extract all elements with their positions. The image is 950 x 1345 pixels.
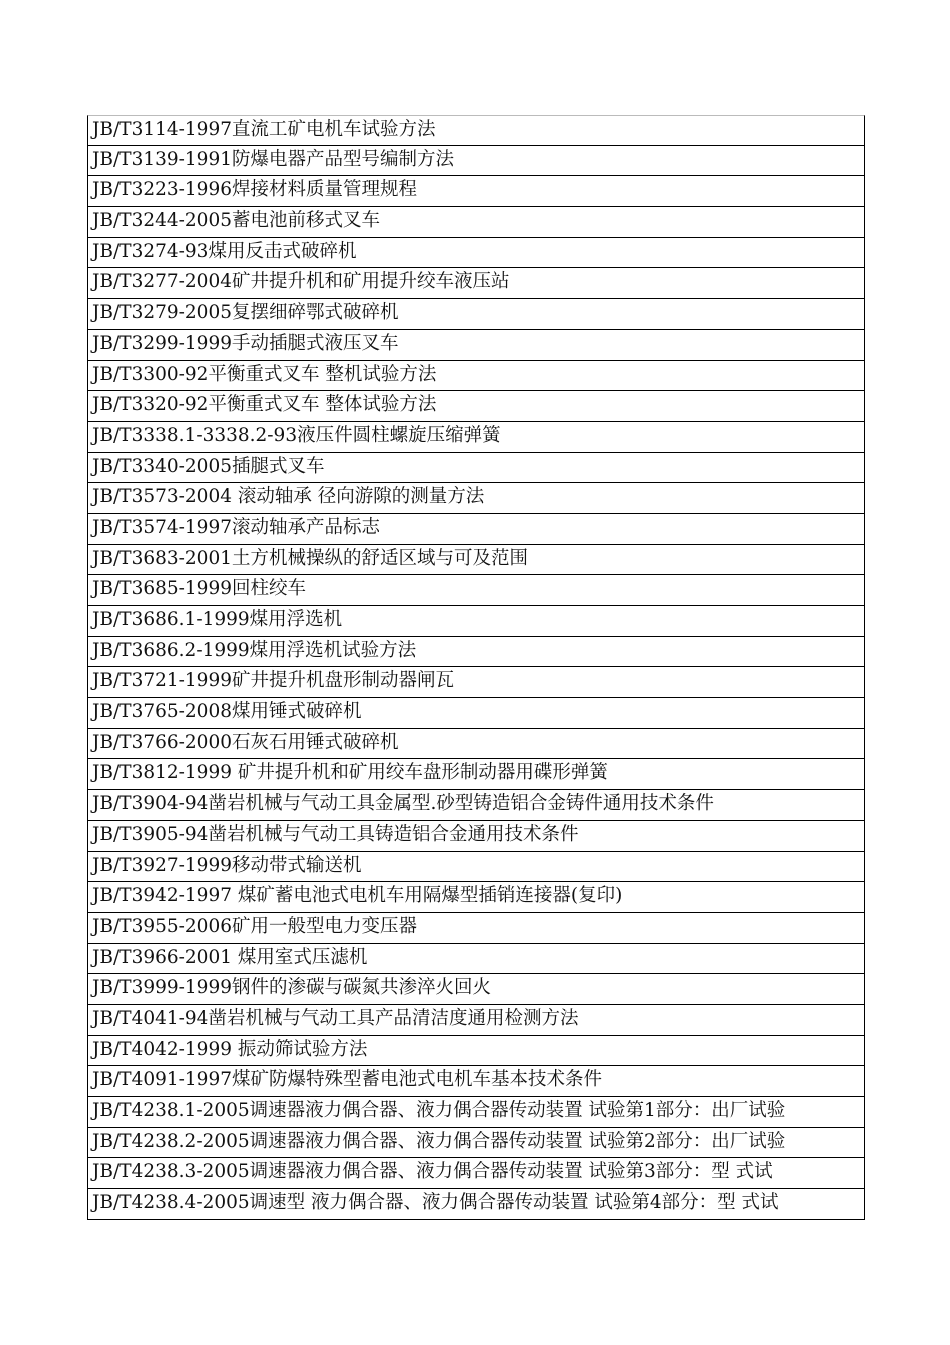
table-row: [87, 330, 865, 361]
table-row: [87, 1158, 865, 1189]
table-cell: JB/T4041-94凿岩机械与气动工具产品清洁度通用检测方法: [92, 1007, 579, 1029]
table-row: [87, 545, 865, 576]
table-row: [87, 361, 865, 392]
table-cell: JB/T3223-1996焊接材料质量管理规程: [92, 179, 417, 201]
table-cell: JB/T4042-1999 振动筛试验方法: [92, 1038, 368, 1060]
table-row: [87, 729, 865, 760]
table-row: [87, 238, 865, 269]
table-row: [87, 1066, 865, 1097]
table-row: [87, 759, 865, 790]
table-row: [87, 1036, 865, 1067]
table-row: [87, 974, 865, 1005]
table-row: [87, 637, 865, 668]
table-cell: JB/T3765-2008煤用锤式破碎机: [92, 701, 362, 723]
table-row: [87, 790, 865, 821]
table-cell: JB/T3966-2001 煤用室式压滤机: [92, 946, 368, 968]
table-row: [87, 575, 865, 606]
table-row: [87, 1128, 865, 1159]
table-row: [87, 514, 865, 545]
table-cell: JB/T4238.3-2005调速器液力偶合器、液力偶合器传动装置 试验第3部分：型 式试: [92, 1161, 773, 1183]
table-row: [87, 146, 865, 177]
table-cell: JB/T3683-2001土方机械操纵的舒适区域与可及范围: [92, 547, 528, 569]
table-cell: JB/T3905-94凿岩机械与气动工具铸造铝合金通用技术条件: [92, 823, 579, 845]
table-cell: JB/T4091-1997煤矿防爆特殊型蓄电池式电机车基本技术条件: [92, 1069, 602, 1091]
table-cell: JB/T3277-2004矿井提升机和矿用提升绞车液压站: [92, 271, 510, 293]
table-cell: JB/T3338.1-3338.2-93液压件圆柱螺旋压缩弹簧: [92, 424, 501, 446]
table-row: [87, 1189, 865, 1220]
table-cell: JB/T3927-1999移动带式输送机: [92, 854, 362, 876]
table-cell: JB/T3340-2005插腿式叉车: [92, 455, 325, 477]
table-row: [87, 391, 865, 422]
table-cell: JB/T3721-1999矿井提升机盘形制动器闸瓦: [92, 670, 454, 692]
table-row: [87, 852, 865, 883]
table-row: [87, 667, 865, 698]
table-cell: JB/T3114-1997直流工矿电机车试验方法: [92, 119, 436, 140]
table-cell: JB/T3766-2000石灰石用锤式破碎机: [92, 731, 399, 753]
table-row: [87, 268, 865, 299]
table-cell: JB/T3686.1-1999煤用浮选机: [92, 609, 343, 630]
table-cell: JB/T3942-1997 煤矿蓄电池式电机车用隔爆型插销连接器(复印): [92, 885, 623, 907]
table-cell: JB/T3279-2005复摆细碎鄂式破碎机: [92, 302, 399, 324]
table-row: [87, 913, 865, 944]
table-row: [87, 207, 865, 238]
table-cell: JB/T3999-1999钢件的渗碳与碳氮共渗淬火回火: [92, 977, 491, 999]
table-cell: JB/T3955-2006矿用一般型电力变压器: [92, 915, 417, 937]
table-row: [87, 299, 865, 330]
table-cell: JB/T4238.1-2005调速器液力偶合器、液力偶合器传动装置 试验第1部分：出厂试验: [92, 1100, 786, 1121]
table-cell: JB/T3685-1999回柱绞车: [92, 578, 306, 600]
table-row: [87, 483, 865, 514]
table-row: [87, 606, 865, 637]
table-cell: JB/T3244-2005蓄电池前移式叉车: [92, 210, 380, 232]
standards-table: [87, 115, 865, 1220]
table-row: [87, 1097, 865, 1128]
table-row: [87, 944, 865, 975]
table-cell: JB/T4238.4-2005调速型 液力偶合器、液力偶合器传动装置 试验第4部分：型 式试: [92, 1192, 779, 1214]
table-row: [87, 821, 865, 852]
table-cell: JB/T3299-1999手动插腿式液压叉车: [92, 332, 399, 354]
table-row: [87, 453, 865, 484]
table-row: [87, 1005, 865, 1036]
table-cell: JB/T3812-1999 矿井提升机和矿用绞车盘形制动器用碟形弹簧: [92, 762, 608, 784]
table-cell: JB/T3139-1991防爆电器产品型号编制方法: [92, 148, 454, 170]
table-cell: JB/T4238.2-2005调速器液力偶合器、液力偶合器传动装置 试验第2部分：出厂试验: [92, 1130, 786, 1152]
table-cell: JB/T3573-2004 滚动轴承 径向游隙的测量方法: [92, 486, 485, 508]
table-row: [87, 422, 865, 453]
table-cell: JB/T3300-92平衡重式叉车 整机试验方法: [92, 363, 437, 385]
table-row: [87, 698, 865, 729]
table-row: [87, 882, 865, 913]
table-cell: JB/T3320-92平衡重式叉车 整体试验方法: [92, 394, 437, 416]
table-cell: JB/T3904-94凿岩机械与气动工具金属型.砂型铸造铝合金铸件通用技术条件: [92, 793, 714, 815]
table-row: [87, 115, 865, 146]
table-cell: JB/T3274-93煤用反击式破碎机: [92, 240, 357, 262]
table-row: [87, 176, 865, 207]
table-cell: JB/T3574-1997滚动轴承产品标志: [92, 516, 380, 538]
table-cell: JB/T3686.2-1999煤用浮选机试验方法: [92, 639, 417, 661]
